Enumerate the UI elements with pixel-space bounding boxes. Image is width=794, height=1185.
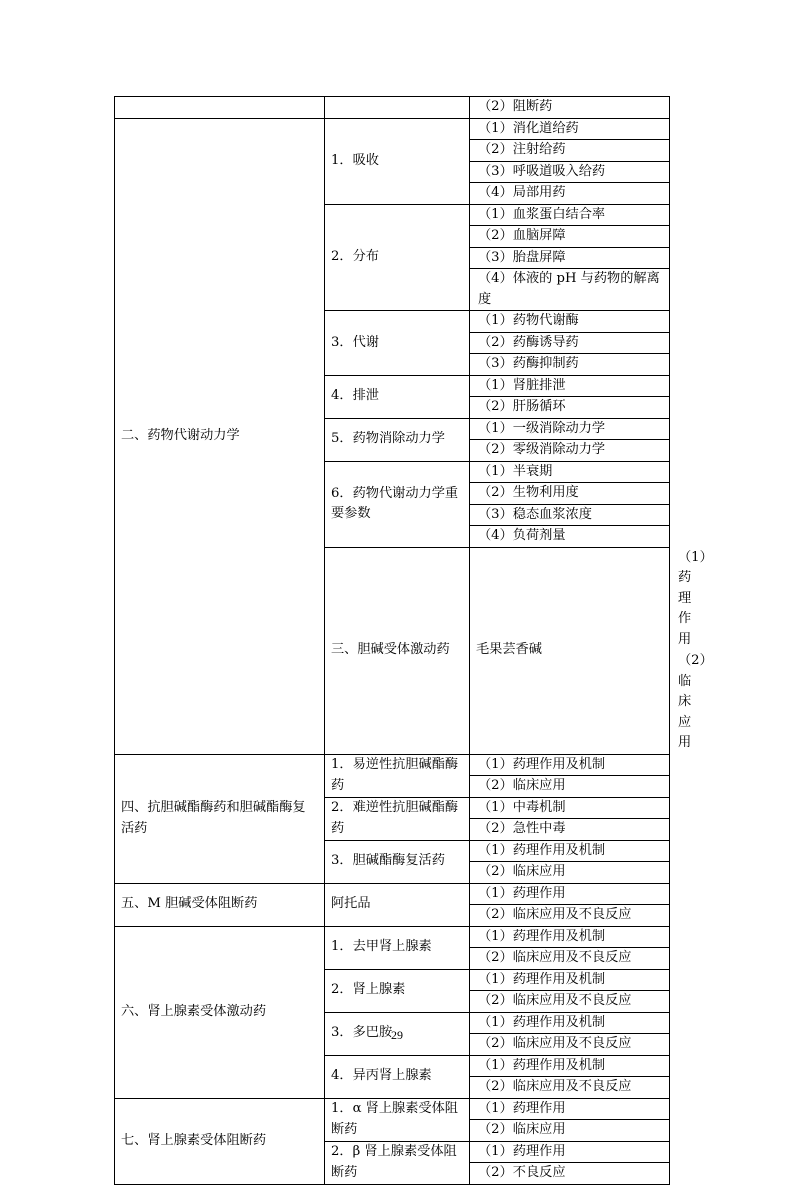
topic-cell: （2）阻断药 xyxy=(470,97,670,119)
table-row: 三、胆碱受体激动药 毛果芸香碱 （1）药理作用 xyxy=(115,547,670,651)
table-row xyxy=(115,118,670,140)
chapter-cell: 五、M 胆碱受体阻断药 xyxy=(115,883,325,926)
topic-cell: （2）生物利用度 xyxy=(470,483,670,505)
topic-cell: （4）体液的 pH 与药物的解离度 xyxy=(470,269,670,311)
table-row xyxy=(115,883,670,905)
topic-cell: （2）不良反应 xyxy=(470,1163,670,1185)
chapter-cell: 二、药物代谢动力学 xyxy=(115,118,325,754)
table-row xyxy=(115,754,670,776)
topic-cell: （2）注射给药 xyxy=(470,140,670,162)
topic-cell: （4）负荷剂量 xyxy=(470,526,670,548)
section-cell: 5．药物消除动力学 xyxy=(325,418,470,461)
section-cell: 4．排泄 xyxy=(325,375,470,418)
topic-cell: （2）临床应用及不良反应 xyxy=(470,1034,670,1056)
topic-cell: （2）临床应用及不良反应 xyxy=(470,905,670,927)
chapter-cell: 三、胆碱受体激动药 xyxy=(325,547,470,754)
table-row xyxy=(115,926,670,948)
topic-cell: （1）一级消除动力学 xyxy=(470,418,670,440)
topic-cell: （2）临床应用及不良反应 xyxy=(470,1077,670,1099)
section-cell: 阿托品 xyxy=(325,883,470,926)
topic-cell: （2）临床应用 xyxy=(470,1120,670,1142)
topic-cell: （2）血脑屏障 xyxy=(470,226,670,248)
section-cell: 1．去甲肾上腺素 xyxy=(325,926,470,969)
chapter-cell: 六、肾上腺素受体激动药 xyxy=(115,926,325,1098)
table-row: （2）临床应用 xyxy=(678,653,713,750)
topic-cell: （2）临床应用及不良反应 xyxy=(470,991,670,1013)
topic-cell: （1）药理作用及机制 xyxy=(470,1055,670,1077)
topic-cell: （1）药理作用 xyxy=(470,1141,670,1163)
topic-cell: （2）药酶诱导药 xyxy=(470,332,670,354)
section-cell: 2．肾上腺素 xyxy=(325,969,470,1012)
chapter-cell: 四、抗胆碱酯酶药和胆碱酯酶复活药 xyxy=(115,754,325,883)
section-cell: 1．吸收 xyxy=(325,118,470,204)
topic-cell: （1）半衰期 xyxy=(470,461,670,483)
topic-cell: （2）零级消除动力学 xyxy=(470,440,670,462)
section-cell: 3．代谢 xyxy=(325,311,470,376)
topic-cell: （1）药理作用及机制 xyxy=(470,926,670,948)
topic-cell: （1）药理作用及机制 xyxy=(470,1012,670,1034)
topic-cell: （1）药理作用及机制 xyxy=(470,969,670,991)
topic-cell: （2）临床应用 xyxy=(470,776,670,798)
chapter-cell: 七、肾上腺素受体阻断药 xyxy=(115,1098,325,1184)
topic-cell: （1）药理作用 xyxy=(470,883,670,905)
topic-cell: （3）呼吸道吸入给药 xyxy=(470,161,670,183)
topic-cell: （1）消化道给药 xyxy=(470,118,670,140)
table-row xyxy=(115,1098,670,1120)
section-cell: 1．易逆性抗胆碱酯酶药 xyxy=(325,754,470,797)
topic-cell: （2）急性中毒 xyxy=(470,819,670,841)
topic-cell: （3）胎盘屏障 xyxy=(470,247,670,269)
page-number: 29 xyxy=(391,1028,403,1042)
section-cell: 3．多巴胺 xyxy=(325,1012,470,1055)
topic-cell: （1）药理作用及机制 xyxy=(470,754,670,776)
table-row xyxy=(115,97,670,119)
section-cell: 1．α 肾上腺素受体阻断药 xyxy=(325,1098,470,1141)
topic-cell: （2）肝肠循环 xyxy=(470,397,670,419)
topic-cell: （2）临床应用及不良反应 xyxy=(470,948,670,970)
topic-cell: （1）药理作用 xyxy=(470,1098,670,1120)
section-cell xyxy=(325,97,470,119)
section-cell: 毛果芸香碱 xyxy=(470,547,670,754)
topic-cell: （1）药理作用及机制 xyxy=(470,840,670,862)
topic-cell: （4）局部用药 xyxy=(470,183,670,205)
section-cell: 6．药物代谢动力学重要参数 xyxy=(325,461,470,547)
section-cell: 3．胆碱酯酶复活药 xyxy=(325,840,470,883)
topic-cell: （2）临床应用 xyxy=(470,862,670,884)
section-cell: 4．异丙肾上腺素 xyxy=(325,1055,470,1098)
section-cell: 2．分布 xyxy=(325,204,470,311)
topic-cell: （1）中毒机制 xyxy=(470,797,670,819)
topic-cell: （1）血浆蛋白结合率 xyxy=(470,204,670,226)
topic-cell: （1）肾脏排泄 xyxy=(470,375,670,397)
topic-cell: （1）药物代谢酶 xyxy=(470,311,670,333)
topic-cell: （3）稳态血浆浓度 xyxy=(470,504,670,526)
topic-cell: （3）药酶抑制药 xyxy=(470,354,670,376)
table-body xyxy=(115,97,713,1185)
section-cell: 2．β 肾上腺素受体阻断药 xyxy=(325,1141,470,1184)
syllabus-table xyxy=(114,96,713,1185)
chapter-cell xyxy=(115,97,325,119)
section-cell: 2．难逆性抗胆碱酯酶药 xyxy=(325,797,470,840)
